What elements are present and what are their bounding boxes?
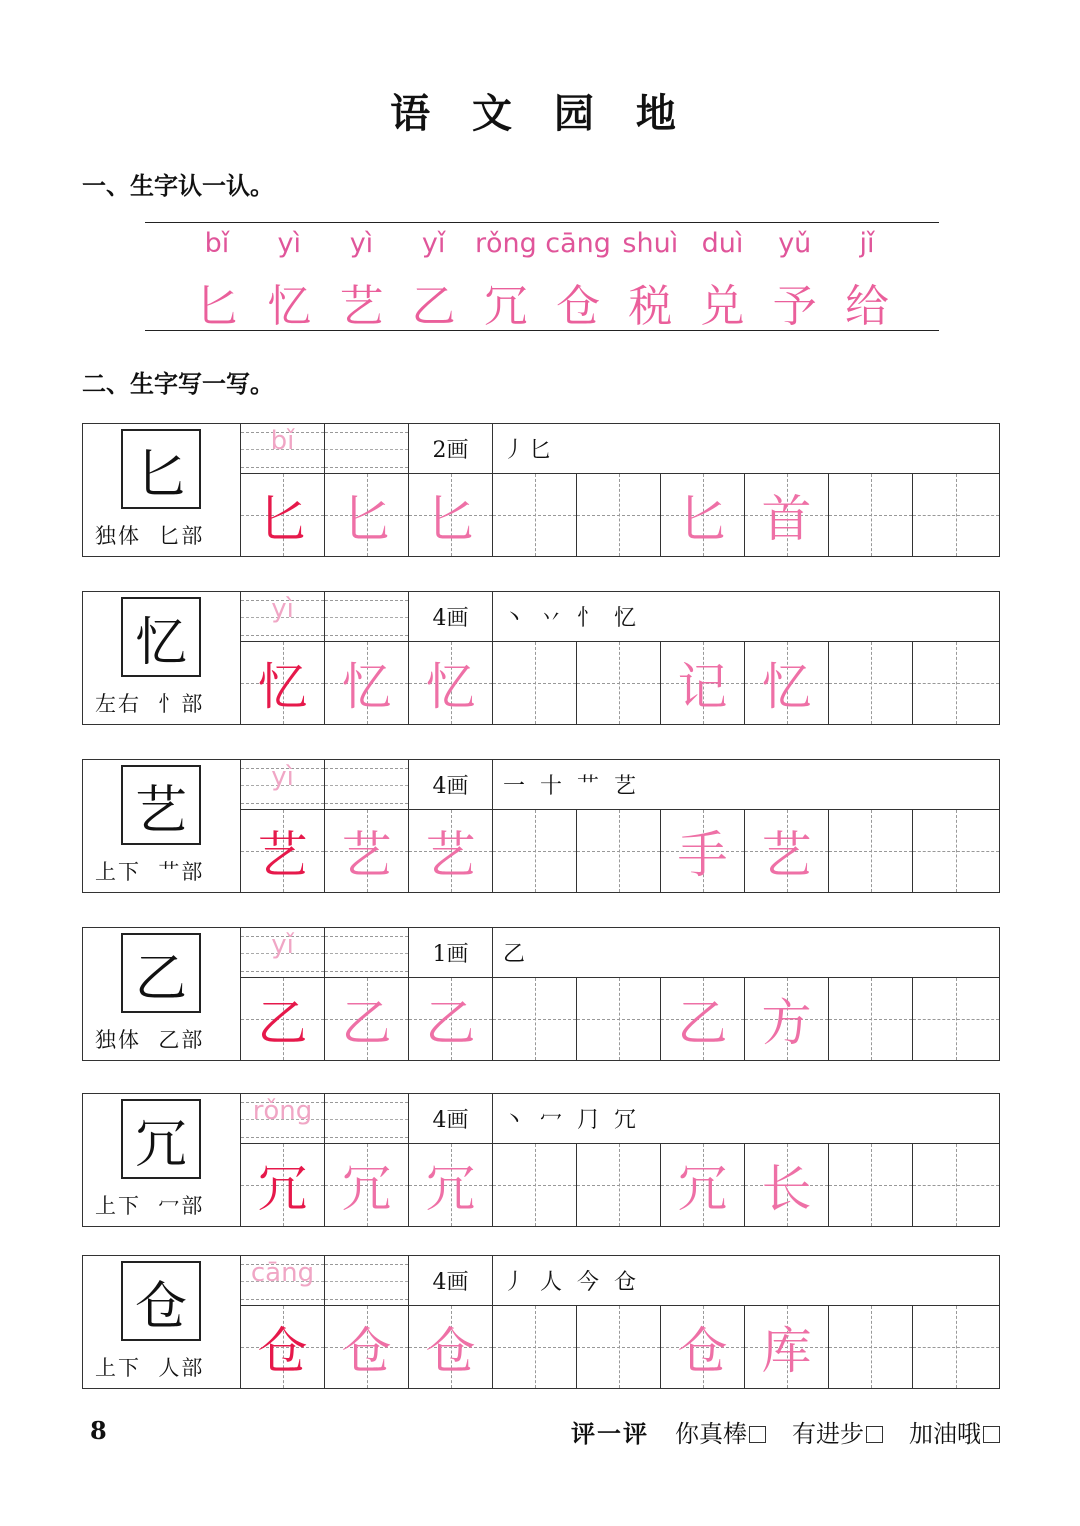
grid-cell[interactable] <box>409 474 493 556</box>
pinyin-cell[interactable] <box>241 1256 325 1305</box>
model-character: 艺 <box>121 765 201 845</box>
stroke-count: 4画 <box>409 1256 493 1305</box>
character-card <box>82 927 1000 1061</box>
page-number: 8 <box>90 1416 107 1445</box>
grid-cell[interactable] <box>829 642 913 724</box>
pinyin-cell[interactable] <box>325 592 409 641</box>
pinyin-cell[interactable] <box>241 424 325 473</box>
checkbox[interactable] <box>983 1426 1000 1443</box>
structure-radical: 上下 艹部 <box>95 860 205 884</box>
trace-char: 匕 <box>425 490 476 548</box>
structure-radical: 左右 忄部 <box>95 692 205 716</box>
grid-cell[interactable] <box>241 1306 325 1388</box>
grid-cell[interactable] <box>829 1306 913 1388</box>
character-card <box>82 759 1000 893</box>
trace-char: 仓 <box>341 1322 392 1380</box>
info-row <box>241 1094 999 1144</box>
trace-char: 匕 <box>341 490 392 548</box>
intro-char-row <box>145 270 939 334</box>
top-rule <box>145 222 939 223</box>
trace-char: 忆 <box>425 658 476 716</box>
model-character: 乙 <box>121 933 201 1013</box>
intro-char: 匕 <box>195 281 239 332</box>
intro-char: 仓 <box>556 281 601 332</box>
grid-cell[interactable] <box>409 810 493 892</box>
eval-label: 评一评 <box>571 1419 649 1448</box>
checkbox[interactable] <box>866 1426 883 1443</box>
bottom-rule <box>145 330 939 331</box>
character-card <box>82 1093 1000 1227</box>
grid-cell[interactable] <box>913 642 999 724</box>
intro-pinyin: shuì <box>622 228 679 259</box>
trace-char: 乙 <box>341 994 392 1052</box>
eval-option[interactable] <box>909 1414 1000 1449</box>
intro-pinyin: yì <box>349 228 374 259</box>
grid-cell[interactable] <box>577 1144 661 1226</box>
intro-char: 税 <box>628 281 673 332</box>
intro-char: 艺 <box>339 281 384 332</box>
word-char: 库 <box>761 1322 812 1380</box>
trace-char: 冗 <box>341 1160 392 1218</box>
stroke-count: 4画 <box>409 760 493 809</box>
char-info <box>83 760 241 892</box>
writing-grid <box>241 978 999 1060</box>
eval-option[interactable] <box>675 1414 766 1449</box>
stroke-order: 丶 丷 忄 忆 <box>503 606 640 631</box>
writing-grid <box>241 1306 999 1388</box>
stroke-order: 丿 人 今 仓 <box>503 1270 640 1295</box>
grid-cell[interactable] <box>745 1306 829 1388</box>
trace-char: 乙 <box>257 994 308 1052</box>
structure-radical: 独体 乙部 <box>95 1028 205 1052</box>
char-info <box>83 1094 241 1226</box>
pinyin-trace: yì <box>271 762 294 792</box>
stroke-count: 1画 <box>409 928 493 977</box>
trace-char: 艺 <box>341 826 392 884</box>
grid-cell[interactable] <box>661 810 745 892</box>
intro-char: 忆 <box>267 281 312 332</box>
self-evaluation <box>571 1414 1000 1449</box>
stroke-order: 一 十 艹 艺 <box>503 774 640 799</box>
page-title: 语 文 园 地 <box>390 90 690 137</box>
grid-cell[interactable] <box>829 810 913 892</box>
model-character: 冗 <box>121 1099 201 1179</box>
writing-grid <box>241 1144 999 1226</box>
grid-cell[interactable] <box>493 1144 577 1226</box>
intro-char: 予 <box>772 281 817 332</box>
stroke-count: 4画 <box>409 1094 493 1143</box>
structure-radical: 独体 匕部 <box>95 524 205 548</box>
intro-pinyin: cāng <box>545 228 611 259</box>
pinyin-cell[interactable] <box>325 760 409 809</box>
section2-heading: 二、生字写一写。 <box>82 370 274 398</box>
word-char: 方 <box>761 994 812 1052</box>
info-row <box>241 1256 999 1306</box>
structure-radical: 上下 冖部 <box>95 1194 205 1218</box>
eval-option-label: 有进步 <box>792 1420 864 1448</box>
model-character: 仓 <box>121 1261 201 1341</box>
pinyin-trace: cāng <box>250 1258 315 1288</box>
grid-cell[interactable] <box>325 978 409 1060</box>
word-char: 记 <box>677 658 728 716</box>
stroke-order: 丿匕 <box>503 438 556 463</box>
intro-char: 乙 <box>411 281 456 332</box>
grid-cell[interactable] <box>493 978 577 1060</box>
grid-cell[interactable] <box>577 810 661 892</box>
pinyin-cell[interactable] <box>325 928 409 977</box>
info-row <box>241 592 999 642</box>
grid-cell[interactable] <box>661 1306 745 1388</box>
trace-char: 冗 <box>257 1160 308 1218</box>
grid-cell[interactable] <box>661 1144 745 1226</box>
word-char: 乙 <box>677 994 728 1052</box>
grid-cell[interactable] <box>745 642 829 724</box>
grid-cell[interactable] <box>325 474 409 556</box>
grid-cell[interactable] <box>241 810 325 892</box>
intro-pinyin: yì <box>277 228 301 259</box>
grid-cell[interactable] <box>241 978 325 1060</box>
section1-heading: 一、生字认一认。 <box>82 172 274 200</box>
word-char: 仓 <box>677 1322 728 1380</box>
grid-cell[interactable] <box>577 978 661 1060</box>
grid-cell[interactable] <box>829 474 913 556</box>
word-char: 忆 <box>761 658 812 716</box>
pinyin-cell[interactable] <box>241 592 325 641</box>
grid-cell[interactable] <box>241 1144 325 1226</box>
grid-cell[interactable] <box>913 474 999 556</box>
structure-radical: 上下 人部 <box>95 1356 205 1380</box>
model-character: 匕 <box>121 429 201 509</box>
grid-cell[interactable] <box>409 1144 493 1226</box>
trace-char: 艺 <box>257 826 308 884</box>
grid-cell[interactable] <box>829 1144 913 1226</box>
character-card <box>82 591 1000 725</box>
pinyin-cell[interactable] <box>325 1094 409 1143</box>
intro-char: 兑 <box>700 281 745 332</box>
grid-cell[interactable] <box>325 810 409 892</box>
eval-option-label: 加油哦 <box>909 1420 981 1448</box>
grid-cell[interactable] <box>745 474 829 556</box>
word-char: 首 <box>761 490 812 548</box>
pinyin-cell[interactable] <box>325 424 409 473</box>
grid-cell[interactable] <box>409 642 493 724</box>
intro-pinyin-row <box>145 228 939 259</box>
grid-cell[interactable] <box>409 978 493 1060</box>
word-char: 长 <box>761 1160 812 1218</box>
word-char: 手 <box>677 826 728 884</box>
stroke-count: 4画 <box>409 592 493 641</box>
word-char: 匕 <box>677 490 728 548</box>
grid-cell[interactable] <box>913 810 999 892</box>
trace-char: 冗 <box>425 1160 476 1218</box>
intro-char: 冗 <box>483 281 528 332</box>
char-info <box>83 592 241 724</box>
grid-cell[interactable] <box>577 1306 661 1388</box>
model-character: 忆 <box>121 597 201 677</box>
pinyin-cell[interactable] <box>241 1094 325 1143</box>
grid-cell[interactable] <box>241 642 325 724</box>
writing-grid <box>241 474 999 556</box>
intro-pinyin: jǐ <box>859 228 875 259</box>
grid-cell[interactable] <box>493 810 577 892</box>
info-row <box>241 424 999 474</box>
pinyin-trace: bǐ <box>270 426 295 456</box>
character-card <box>82 1255 1000 1389</box>
intro-pinyin: yǔ <box>778 228 812 259</box>
trace-char: 仓 <box>257 1322 308 1380</box>
grid-cell[interactable] <box>913 978 999 1060</box>
grid-cell[interactable] <box>745 1144 829 1226</box>
intro-pinyin: duì <box>701 228 744 259</box>
character-card <box>82 423 1000 557</box>
grid-cell[interactable] <box>325 642 409 724</box>
pinyin-cell[interactable] <box>325 1256 409 1305</box>
eval-option[interactable] <box>792 1414 883 1449</box>
grid-cell[interactable] <box>913 1144 999 1226</box>
grid-cell[interactable] <box>493 1306 577 1388</box>
intro-char: 给 <box>844 281 889 332</box>
grid-cell[interactable] <box>493 642 577 724</box>
intro-pinyin: yǐ <box>421 228 446 259</box>
pinyin-trace: rǒng <box>252 1096 313 1126</box>
eval-option-label: 你真棒 <box>675 1420 747 1448</box>
grid-cell[interactable] <box>829 978 913 1060</box>
grid-cell[interactable] <box>409 1306 493 1388</box>
intro-pinyin: bǐ <box>204 228 230 259</box>
word-char: 冗 <box>677 1160 728 1218</box>
trace-char: 仓 <box>425 1322 476 1380</box>
grid-cell[interactable] <box>661 642 745 724</box>
char-info <box>83 1256 241 1388</box>
writing-grid <box>241 810 999 892</box>
pinyin-cell[interactable] <box>241 760 325 809</box>
intro-pinyin: rǒng <box>474 228 537 259</box>
pinyin-trace: yì <box>271 594 294 624</box>
pinyin-trace: yǐ <box>271 930 294 960</box>
trace-char: 匕 <box>257 490 308 548</box>
trace-char: 艺 <box>425 826 476 884</box>
pinyin-cell[interactable] <box>241 928 325 977</box>
grid-cell[interactable] <box>325 1306 409 1388</box>
grid-cell[interactable] <box>577 474 661 556</box>
char-info <box>83 424 241 556</box>
grid-cell[interactable] <box>493 474 577 556</box>
grid-cell[interactable] <box>661 978 745 1060</box>
grid-cell[interactable] <box>661 474 745 556</box>
grid-cell[interactable] <box>241 474 325 556</box>
writing-grid <box>241 642 999 724</box>
grid-cell[interactable] <box>745 810 829 892</box>
grid-cell[interactable] <box>745 978 829 1060</box>
char-info <box>83 928 241 1060</box>
info-row <box>241 928 999 978</box>
stroke-order: 丶 冖 ⺆ 冗 <box>503 1108 640 1133</box>
stroke-count: 2画 <box>409 424 493 473</box>
trace-char: 忆 <box>257 658 308 716</box>
stroke-order: 乙 <box>503 942 530 967</box>
checkbox[interactable] <box>749 1426 766 1443</box>
grid-cell[interactable] <box>577 642 661 724</box>
grid-cell[interactable] <box>913 1306 999 1388</box>
word-char: 艺 <box>761 826 812 884</box>
grid-cell[interactable] <box>325 1144 409 1226</box>
trace-char: 忆 <box>341 658 392 716</box>
info-row <box>241 760 999 810</box>
trace-char: 乙 <box>425 994 476 1052</box>
